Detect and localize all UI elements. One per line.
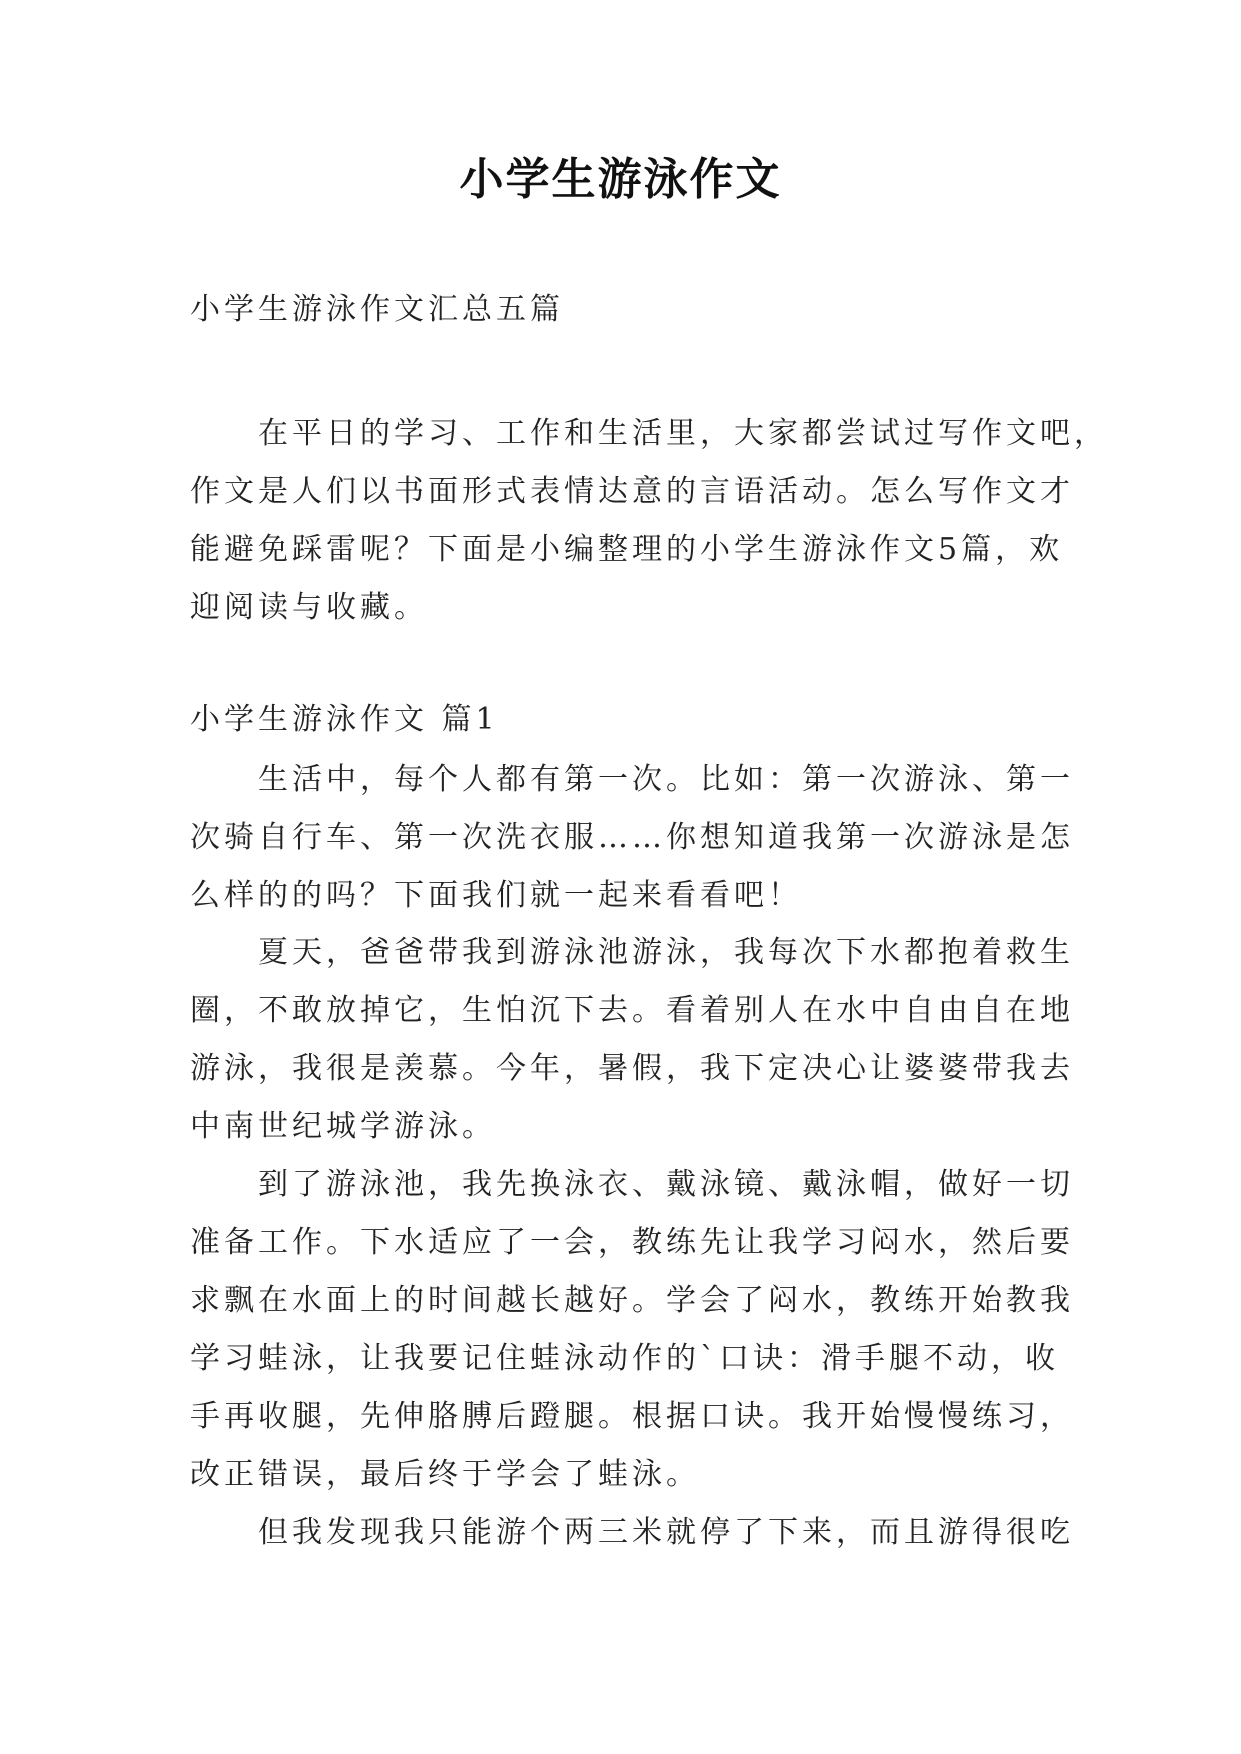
paragraph-line: 求飘在水面上的时间越长越好。学会了闷水，教练开始教我 <box>190 1283 1074 1318</box>
paragraph-line: 次骑自行车、第一次洗衣服……你想知道我第一次游泳是怎 <box>190 820 1074 855</box>
paragraph-line: 手再收腿，先伸胳膊后蹬腿。根据口诀。我开始慢慢练习， <box>190 1399 1074 1434</box>
body-paragraph <box>190 751 1074 925</box>
intro-line: 迎阅读与收藏。 <box>190 590 428 625</box>
paragraph-line: 夏天，爸爸带我到游泳池游泳，我每次下水都抱着救生 <box>190 935 1074 970</box>
body-paragraph <box>190 924 1074 1156</box>
paragraph-line: 但我发现我只能游个两三米就停了下来，而且游得很吃 <box>190 1515 1074 1550</box>
paragraph-line: 中南世纪城学游泳。 <box>190 1109 496 1144</box>
intro-line: 在平日的学习、工作和生活里，大家都尝试过写作文吧， <box>190 416 1108 451</box>
paragraph-line: 圈，不敢放掉它，生怕沉下去。看着别人在水中自由自在地 <box>190 993 1074 1028</box>
body-paragraph <box>190 1504 1074 1562</box>
section-heading: 小学生游泳作文 篇1 <box>190 702 499 737</box>
document-title: 小学生游泳作文 <box>459 154 782 205</box>
intro-line: 能避免踩雷呢？下面是小编整理的小学生游泳作文5篇，欢 <box>190 532 1064 567</box>
paragraph-line: 生活中，每个人都有第一次。比如：第一次游泳、第一 <box>190 762 1074 797</box>
paragraph-line: 准备工作。下水适应了一会，教练先让我学习闷水，然后要 <box>190 1225 1074 1260</box>
paragraph-line: 改正错误，最后终于学会了蛙泳。 <box>190 1457 700 1492</box>
intro-paragraph <box>190 405 1108 637</box>
intro-line: 作文是人们以书面形式表情达意的言语活动。怎么写作文才 <box>190 474 1074 509</box>
document-subtitle: 小学生游泳作文汇总五篇 <box>190 292 564 327</box>
paragraph-line: 到了游泳池，我先换泳衣、戴泳镜、戴泳帽，做好一切 <box>190 1167 1074 1202</box>
paragraph-line: 学习蛙泳，让我要记住蛙泳动作的`口诀：滑手腿不动，收 <box>190 1341 1059 1376</box>
body-paragraph <box>190 1156 1074 1504</box>
paragraph-line: 么样的的吗？下面我们就一起来看看吧！ <box>190 878 802 913</box>
paragraph-line: 游泳，我很是羡慕。今年，暑假，我下定决心让婆婆带我去 <box>190 1051 1074 1086</box>
